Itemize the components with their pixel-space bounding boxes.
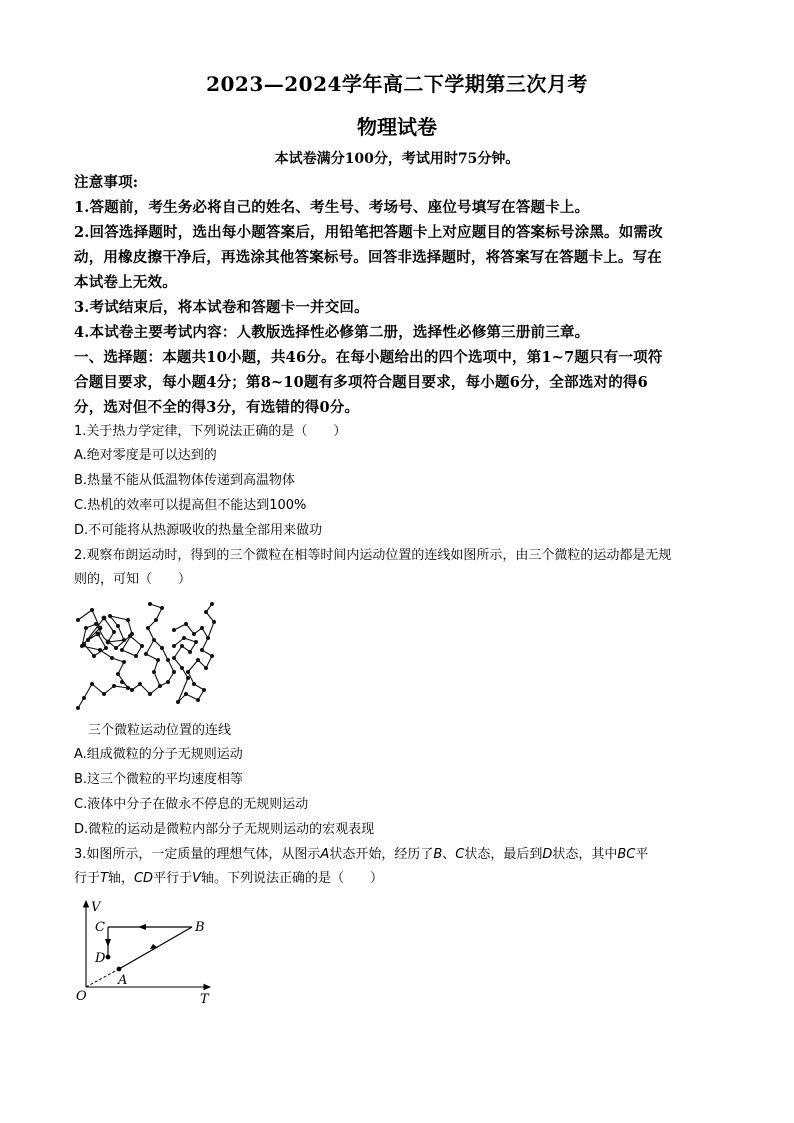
v-axis-label: V <box>91 900 101 915</box>
dashed-extension-line <box>86 969 119 987</box>
point-a-label: A <box>118 973 128 988</box>
instruction-line: 动，用橡皮擦干净后，再选涂其他答案标号。回答非选择题时，将答案写在答题卡上。写在 <box>74 249 662 266</box>
instruction-line: 3.考试结束后，将本试卷和答题卡一并交回。 <box>74 299 369 316</box>
particle-path-1 <box>78 610 142 708</box>
instruction-line: 1.答题前，考生务必将自己的姓名、考生号、考场号、座位号填写在答题卡上。 <box>74 199 590 216</box>
particle-position-dots <box>76 602 216 710</box>
state-d-symbol: D <box>542 847 553 862</box>
point-d-label: D <box>95 951 106 966</box>
vt-diagram <box>70 895 220 1010</box>
point-b-label: B <box>195 920 205 935</box>
instruction-line: 2.回答选择题时，选出每小题答案后，用铅笔把答题卡上对应题目的答案标号涂黑。如需改 <box>74 224 663 241</box>
state-b-symbol: B <box>433 847 443 862</box>
section-heading-line: 分，选对但不全的得3分，有选错的得0分。 <box>74 399 360 416</box>
bc-direction-arrow <box>138 924 146 930</box>
q2-option-d: D.微粒的运动是微粒内部分子无规则运动的宏观表现 <box>74 822 375 837</box>
state-a-symbol: A <box>320 847 330 862</box>
state-a-point <box>117 967 122 972</box>
section-heading-line: 合题目要求，每小题4分；第8~10题有多项符合题目要求，每小题6分，全部选对的得6 <box>74 374 648 391</box>
t-axis-label: T <box>200 992 209 1007</box>
brownian-motion-figure <box>70 598 220 713</box>
origin-label: O <box>76 989 87 1004</box>
segment-cd-symbol: CD <box>133 871 154 886</box>
section-heading-line: 一、选择题：本题共10小题，共46分。在每小题给出的四个选项中，第1~7题只有一项符 <box>74 349 663 366</box>
q1-stem: 1.关于热力学定律，下列说法正确的是（ ） <box>74 424 347 439</box>
q1-option-a: A.绝对零度是可以达到的 <box>74 448 217 463</box>
exam-subject: 物理试卷 <box>357 115 437 139</box>
particle-path-3 <box>174 604 214 702</box>
exam-title: 2023—2024学年高二下学期第三次月考 <box>206 72 588 96</box>
instruction-line: 本试卷上无效。 <box>74 274 177 291</box>
q2-option-a: A.组成微粒的分子无规则运动 <box>74 747 243 762</box>
q3-stem-line2: 行于T轴，CD平行于V轴。下列说法正确的是（ ） <box>74 871 384 886</box>
q1-option-d: D.不可能将从热源吸收的热量全部用来做功 <box>74 523 323 538</box>
state-d-point <box>106 955 111 960</box>
q1-option-b: B.热量不能从低温物体传递到高温物体 <box>74 473 296 488</box>
q2-option-b: B.这三个微粒的平均速度相等 <box>74 772 244 787</box>
q2-figure-caption: 三个微粒运动位置的连线 <box>88 723 232 738</box>
segment-bc-symbol: BC <box>617 847 636 862</box>
q2-stem-line2: 则的，可知（ ） <box>74 572 192 587</box>
t-axis-symbol: T <box>100 871 108 886</box>
state-c-symbol: C <box>455 847 465 862</box>
point-c-label: C <box>95 920 105 935</box>
v-axis-symbol: V <box>192 871 201 886</box>
q2-option-c: C.液体中分子在做永不停息的无规则运动 <box>74 797 309 812</box>
cd-direction-arrow <box>105 939 111 947</box>
q2-stem-line1: 2.观察布朗运动时，得到的三个微粒在相等时间内运动位置的连线如图所示，由三个微粒的运动都是无规 <box>74 548 672 563</box>
instruction-line: 4.本试卷主要考试内容：人教版选择性必修第二册，选择性必修第三册前三章。 <box>74 324 590 341</box>
instructions-heading: 注意事项: <box>74 174 139 191</box>
ab-direction-arrow <box>150 944 158 949</box>
q3-stem-line1: 3.如图所示，一定质量的理想气体，从图示A状态开始，经历了B、C状态，最后到D状态，其中BC平 <box>74 847 649 862</box>
particle-path-2 <box>122 604 174 694</box>
exam-score-time-note: 本试卷满分100分，考试用时75分钟。 <box>274 151 520 167</box>
q1-option-c: C.热机的效率可以提高但不能达到100% <box>74 498 307 513</box>
